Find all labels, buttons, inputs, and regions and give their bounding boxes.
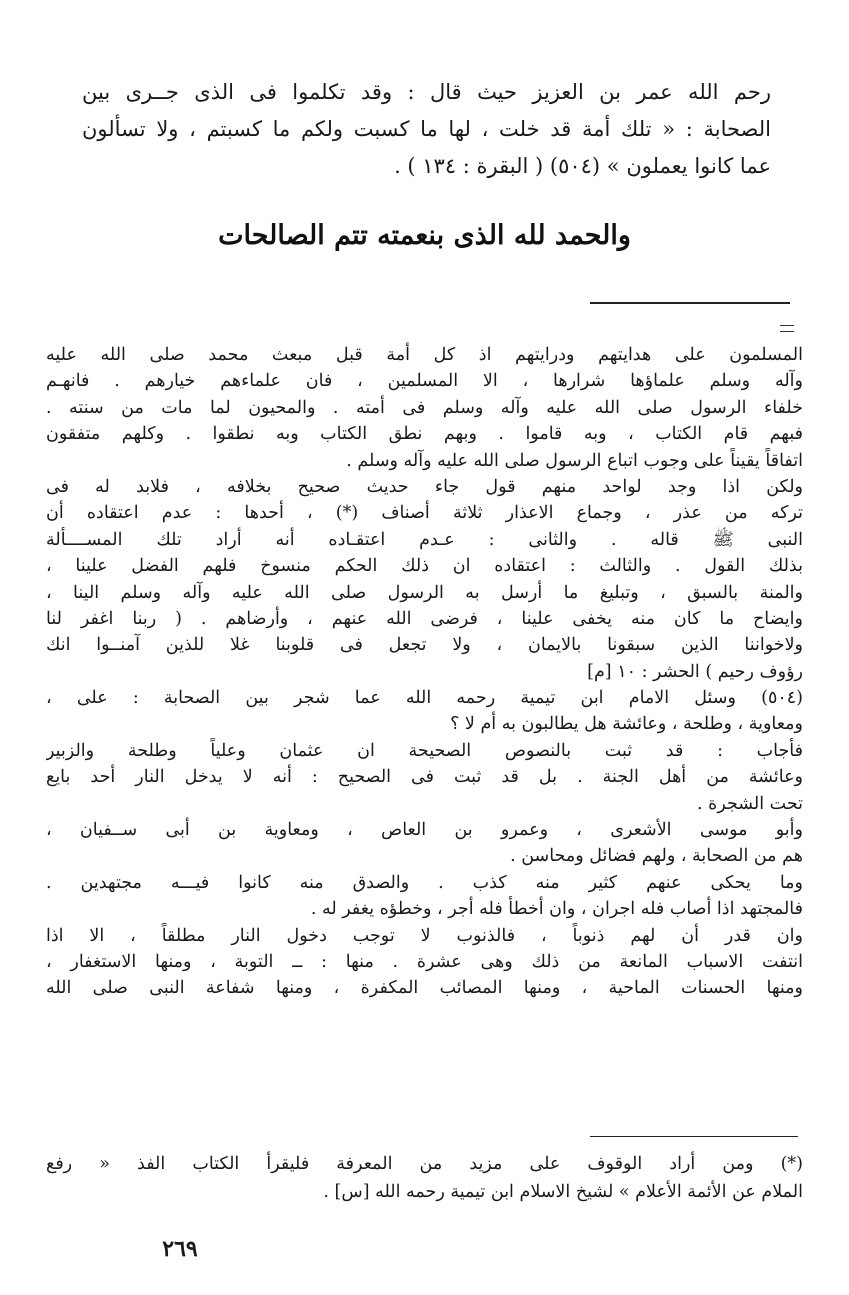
- note-line: وآله وسلم علماؤها شرارها ، الا المسلمين ، فان علماءهم خيارهم . فانهـم: [46, 371, 803, 392]
- note-line: فبهم قام الكتاب ، وبه قاموا . وبهم نطق الكتاب وبه نطقوا . وكلهم متفقون: [46, 424, 803, 445]
- footnote-line: (*) ومن أراد الوقوف على مزيد من المعرفة فليقرأ الكتاب الفذ « رفع: [46, 1154, 803, 1174]
- note-line: هم من الصحابة ، ولهم فضائل ومحاسن .: [510, 846, 803, 867]
- main-text-line-2: الصحابة : « تلك أمة قد خلت ، لها ما كسبت ولكم ما كسبتم ، ولا تسألون: [82, 117, 771, 141]
- note-line: انتفت الاسباب المانعة من ذلك وهى عشرة . منها : ــ التوبة ، ومنها الاستغفار ،: [46, 951, 803, 972]
- main-text-line-3: عما كانوا يعملون » (٥٠٤) ( البقرة : ١٣٤ ) .: [394, 154, 771, 178]
- note-line: ولكن اذا وجد لواحد منهم قول جاء حديث صحيح بخلافه ، فلابد له فى: [46, 476, 803, 497]
- main-text-line-1: رحم الله عمر بن العزيز حيث قال : وقد تكلموا فى الذى جــرى بين: [82, 80, 771, 104]
- note-line: تركه من عذر ، وجماع الاعذار ثلاثة أصناف (*) ، أحدها : عدم اعتقاده أن: [46, 503, 803, 524]
- note-line: وأبو موسى الأشعرى ، وعمرو بن العاص ، ومعاوية بن أبى ســفيان ،: [46, 820, 803, 841]
- note-line: تحت الشجرة .: [697, 793, 803, 814]
- note-line: فأجاب : قد ثبت بالنصوص الصحيحة ان عثمان وعلياً وطلحة والزبير: [46, 740, 803, 761]
- note-line: المسلمون على هدايتهم ودرايتهم اذ كل أمة قبل مبعث محمد صلى الله عليه: [46, 345, 803, 365]
- footnote-block: [46, 1150, 803, 1206]
- footnote-line: الملام عن الأئمة الأعلام » لشيخ الاسلام ابن تيمية رحمه الله [س] .: [323, 1182, 803, 1202]
- note-line: ولاخواننا الذين سبقونا بالايمان ، ولا تجعل فى قلوبنا غلا للذين آمنــوا انك: [46, 635, 803, 656]
- note-line: رؤوف رحيم ) الحشر : ١٠ [م]: [587, 661, 803, 682]
- note-line: خلفاء الرسول صلى الله عليه وآله وسلم فى أمته . والمحيون لما مات من سنته .: [46, 397, 803, 418]
- page-number: ٢٦٩: [162, 1236, 198, 1262]
- note-line: وان قدر أن لهم ذنوباً ، فالذنوب لا توجب دخول النار مطلقاً ، الا اذا: [46, 925, 803, 946]
- note-line: فالمجتهد اذا أصاب فله اجران ، وان أخطأ فله أجر ، وخطؤه يغفر له .: [310, 899, 803, 920]
- continuation-marker: [780, 325, 794, 332]
- main-text-block: [82, 74, 771, 185]
- note-line: وايضاح ما كان منه يخفى علينا ، فرضى الله عنهم ، وأرضاهم . ( ربنا اغفر لنا: [46, 608, 803, 629]
- closing-heading: والحمد لله الذى بنعمته تتم الصالحات: [218, 220, 631, 251]
- note-line: ومعاوية ، وطلحة ، وعائشة هل يطالبون به أم لا ؟: [450, 714, 803, 735]
- note-line: ومنها الحسنات الماحية ، ومنها المصائب المكفرة ، ومنها شفاعة النبى صلى الله: [46, 978, 803, 999]
- section-divider: [590, 302, 790, 304]
- note-line: وما يحكى عنهم كثير منه كذب . والصدق منه كانوا فيـــه مجتهدين .: [46, 872, 803, 893]
- notes-block: [46, 342, 803, 1002]
- note-line: (٥٠٤) وسئل الامام ابن تيمية رحمه الله عما شجر بين الصحابة : على ،: [46, 688, 803, 709]
- note-line: اتفاقاً يقيناً على وجوب اتباع الرسول صلى الله عليه وآله وسلم .: [346, 450, 803, 471]
- footnote-divider: [590, 1136, 798, 1137]
- note-line: وعائشة من أهل الجنة . بل قد ثبت فى الصحيح : أنه لا يدخل النار أحد بايع: [46, 767, 803, 788]
- note-line: والمنة بالسبق ، وتبليغ ما أرسل به الرسول صلى الله عليه وآله وسلم الينا ،: [46, 582, 803, 603]
- note-line: النبى ﷺ قاله . والثانى : عـدم اعتقـاده أنه أراد تلك المســــألة: [46, 529, 803, 550]
- note-line: بذلك القول . والثالث : اعتقاده ان ذلك الحكم منسوخ فلهم الفضل علينا ،: [46, 556, 803, 577]
